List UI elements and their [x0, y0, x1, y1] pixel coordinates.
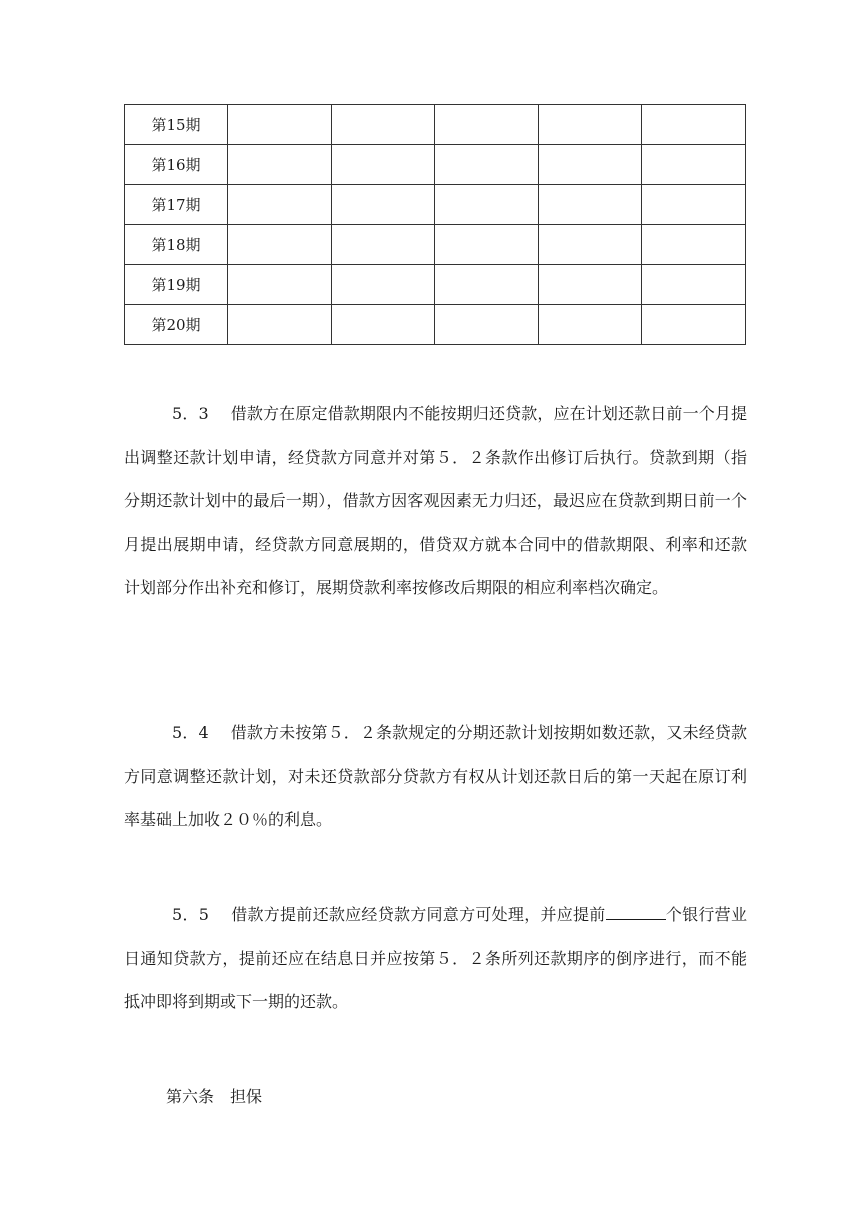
table-row: [125, 305, 746, 345]
empty-cell: [642, 185, 746, 225]
empty-cell: [642, 265, 746, 305]
period-label: 第17期: [125, 185, 228, 225]
empty-cell: [435, 105, 539, 145]
empty-cell: [642, 145, 746, 185]
table-row: [125, 225, 746, 265]
empty-cell: [331, 265, 435, 305]
empty-cell: [331, 145, 435, 185]
clause-text-before: 借款方提前还款应经贷款方同意方可处理，并应提前: [230, 905, 606, 924]
repayment-schedule-table: [124, 104, 746, 345]
empty-cell: [228, 105, 332, 145]
empty-cell: [435, 145, 539, 185]
clause-number: 5．3: [172, 404, 209, 423]
empty-cell: [228, 305, 332, 345]
table-row: [125, 105, 746, 145]
clause-5-4: [124, 711, 747, 842]
empty-cell: [538, 145, 642, 185]
clause-number: 5．5: [172, 905, 209, 924]
empty-cell: [331, 105, 435, 145]
period-label: 第18期: [125, 225, 228, 265]
empty-cell: [642, 225, 746, 265]
table-row: [125, 145, 746, 185]
clause-number: 5．4: [172, 723, 209, 742]
clause-5-5: [124, 893, 747, 1024]
table-row: [125, 265, 746, 305]
empty-cell: [538, 265, 642, 305]
empty-cell: [331, 225, 435, 265]
clause-text: 借款方在原定借款期限内不能按期归还贷款，应在计划还款日前一个月提出调整还款计划申请，经贷款方同意并对第５．２条款作出修订后执行。贷款到期（指分期还款计划中的最后一期），借款方因客观因素无力归还，最迟应在贷款到期日前一个月提出展期申请，经贷款方同意展期的，借贷双方就本合同中的借款期限、利率和还款计划部分作出补充和修订，展期贷款利率按修改后期限的相应利率档次确定。: [124, 404, 747, 597]
empty-cell: [228, 225, 332, 265]
empty-cell: [538, 225, 642, 265]
empty-cell: [435, 185, 539, 225]
empty-cell: [331, 185, 435, 225]
empty-cell: [642, 105, 746, 145]
period-label: 第16期: [125, 145, 228, 185]
period-label: 第20期: [125, 305, 228, 345]
empty-cell: [331, 305, 435, 345]
empty-cell: [435, 305, 539, 345]
empty-cell: [228, 265, 332, 305]
clause-5-3: [124, 392, 747, 610]
empty-cell: [435, 225, 539, 265]
empty-cell: [435, 265, 539, 305]
clause-text: 借款方未按第５．２条款规定的分期还款计划按期如数还款，又未经贷款方同意调整还款计划，对未还贷款部分贷款方有权从计划还款日后的第一天起在原订利率基础上加收２０％的利息。: [124, 723, 747, 829]
empty-cell: [228, 185, 332, 225]
clause-text-after: 个银行营业日通知贷款方，提前还应在结息日并应按第５．２条所列还款期序的倒序进行，而不能抵冲即将到期或下一期的还款。: [124, 905, 747, 1011]
empty-cell: [228, 145, 332, 185]
fill-in-blank: [606, 903, 666, 920]
empty-cell: [538, 185, 642, 225]
period-label: 第15期: [125, 105, 228, 145]
period-label: 第19期: [125, 265, 228, 305]
empty-cell: [538, 305, 642, 345]
empty-cell: [642, 305, 746, 345]
empty-cell: [538, 105, 642, 145]
article-6-heading: 第六条 担保: [166, 1087, 263, 1106]
table-row: [125, 185, 746, 225]
